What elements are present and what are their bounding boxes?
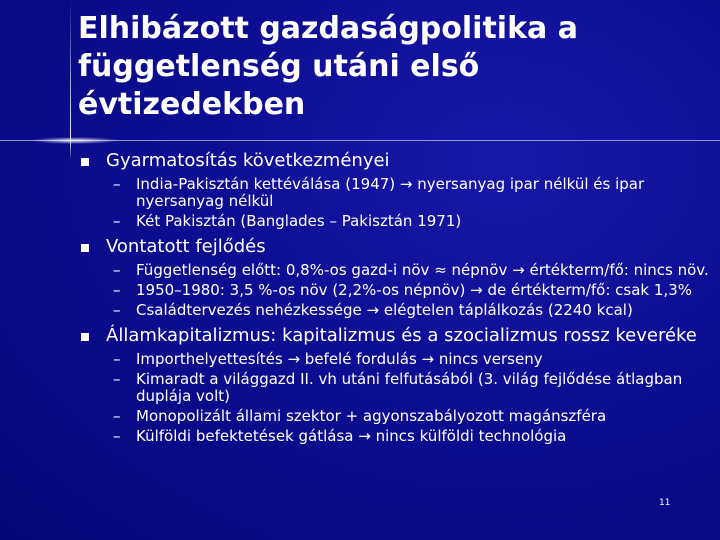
bullet-section [78, 236, 718, 258]
dash-bullet-icon: – [113, 175, 121, 193]
dash-bullet-icon: – [113, 350, 121, 368]
dash-bullet-icon: – [113, 281, 121, 299]
square-bullet-icon [81, 158, 89, 166]
sub-bullet-text: Függetlenség előtt: 0,8%-os gazd-i növ ≈ népnöv → értékterm/fő: nincs növ. [136, 261, 709, 279]
title-line: függetlenség utáni első [78, 49, 480, 84]
sub-bullet-text: Monopolizált állami szektor + agyonszabályozott magánszféra [136, 407, 607, 425]
title-line: Elhibázott gazdaságpolitika a [78, 11, 578, 46]
sub-bullet [78, 302, 718, 319]
sub-bullet [78, 371, 718, 405]
square-bullet-icon [81, 244, 89, 252]
section-heading: Gyarmatosítás következményei [106, 150, 390, 171]
decorative-glow [30, 137, 120, 144]
sub-bullet-text: Kimaradt a világgazd II. vh utáni felfutásából (3. világ fejlődése átlagban duplája volt) [136, 370, 683, 405]
sub-bullet [78, 176, 718, 210]
sub-bullet-text: 1950–1980: 3,5 %-os növ (2,2%-os népnöv) → de értékterm/fő: csak 1,3% [136, 281, 692, 299]
dash-bullet-icon: – [113, 261, 121, 279]
dash-bullet-icon: – [113, 427, 121, 445]
section-heading: Vontatott fejlődés [106, 236, 266, 257]
sub-bullet-list [78, 351, 718, 445]
sub-bullet-text: Külföldi befektetések gátlása → nincs külföldi technológia [136, 427, 567, 445]
sub-bullet [78, 262, 718, 279]
sub-bullet-text: Családtervezés nehézkessége → elégtelen táplálkozás (2240 kcal) [136, 301, 633, 319]
sub-bullet [78, 408, 718, 425]
sub-bullet [78, 213, 718, 230]
sub-bullet [78, 428, 718, 445]
slide-title [78, 10, 678, 124]
decorative-vertical-line [70, 0, 71, 160]
dash-bullet-icon: – [113, 407, 121, 425]
square-bullet-icon [81, 333, 89, 341]
sub-bullet-text: Importhelyettesítés → befelé fordulás → nincs verseny [136, 350, 543, 368]
dash-bullet-icon: – [113, 370, 121, 388]
bullet-section [78, 150, 718, 172]
title-line: évtizedekben [78, 87, 306, 122]
slide-content [78, 144, 718, 448]
dash-bullet-icon: – [113, 212, 121, 230]
sub-bullet [78, 351, 718, 368]
sub-bullet [78, 282, 718, 299]
sub-bullet-text: India-Pakisztán kettéválása (1947) → nyersanyag ipar nélkül és ipar nyersanyag nélkül [136, 175, 645, 210]
section-heading: Államkapitalizmus: kapitalizmus és a szocializmus rossz keveréke [106, 325, 697, 346]
dash-bullet-icon: – [113, 301, 121, 319]
sub-bullet-text: Két Pakisztán (Banglades – Pakisztán 1971) [136, 212, 462, 230]
bullet-section [78, 325, 718, 347]
sub-bullet-list [78, 176, 718, 230]
sub-bullet-list [78, 262, 718, 319]
page-number: 11 [659, 498, 671, 508]
